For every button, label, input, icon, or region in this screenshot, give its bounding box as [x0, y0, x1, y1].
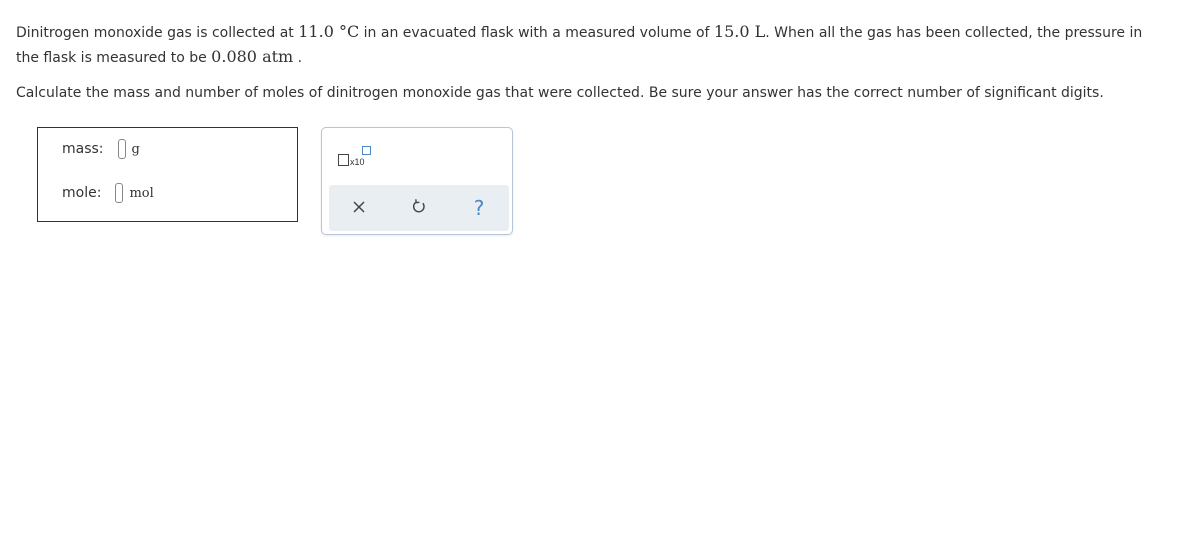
problem-text: Dinitrogen monoxide gas is collected at — [16, 25, 299, 41]
problem-text: . — [293, 50, 303, 66]
mass-unit: g — [131, 141, 140, 157]
mole-unit: mol — [129, 185, 154, 201]
instruction-text: Calculate the mass and number of moles of dinitrogen monoxide gas that were collected. Be sure your answer has the correct number of significant digits. — [16, 85, 1104, 101]
problem-text: the flask is measured to be — [16, 50, 212, 66]
volume-value: 15.0 L — [713, 22, 766, 41]
mantissa-box-icon — [338, 154, 349, 166]
mass-label: mass: — [62, 141, 104, 157]
clear-button[interactable] — [346, 195, 372, 221]
mole-input[interactable] — [115, 183, 123, 203]
mass-row — [62, 139, 140, 159]
problem-line-1 — [16, 22, 1142, 43]
tool-panel — [321, 127, 513, 235]
answer-box — [37, 127, 298, 222]
mole-label: mole: — [62, 185, 102, 201]
problem-line-2 — [16, 47, 302, 68]
undo-button[interactable] — [406, 195, 432, 221]
problem-text: . When all the gas has been collected, the pressure in — [765, 25, 1143, 41]
pressure-value: 0.080 atm — [211, 47, 294, 66]
problem-text: in an evacuated flask with a measured volume of — [359, 25, 714, 41]
undo-icon — [411, 198, 427, 218]
x10-label: x10 — [350, 157, 365, 167]
mole-row — [62, 183, 154, 203]
tool-bar — [329, 185, 509, 231]
x-icon — [352, 199, 366, 218]
mass-input[interactable] — [118, 139, 126, 159]
scientific-notation-button[interactable] — [338, 146, 378, 172]
exponent-box-icon — [362, 146, 371, 155]
help-button[interactable]: ? — [473, 196, 485, 220]
temperature-value: 11.0 °C — [298, 22, 360, 41]
